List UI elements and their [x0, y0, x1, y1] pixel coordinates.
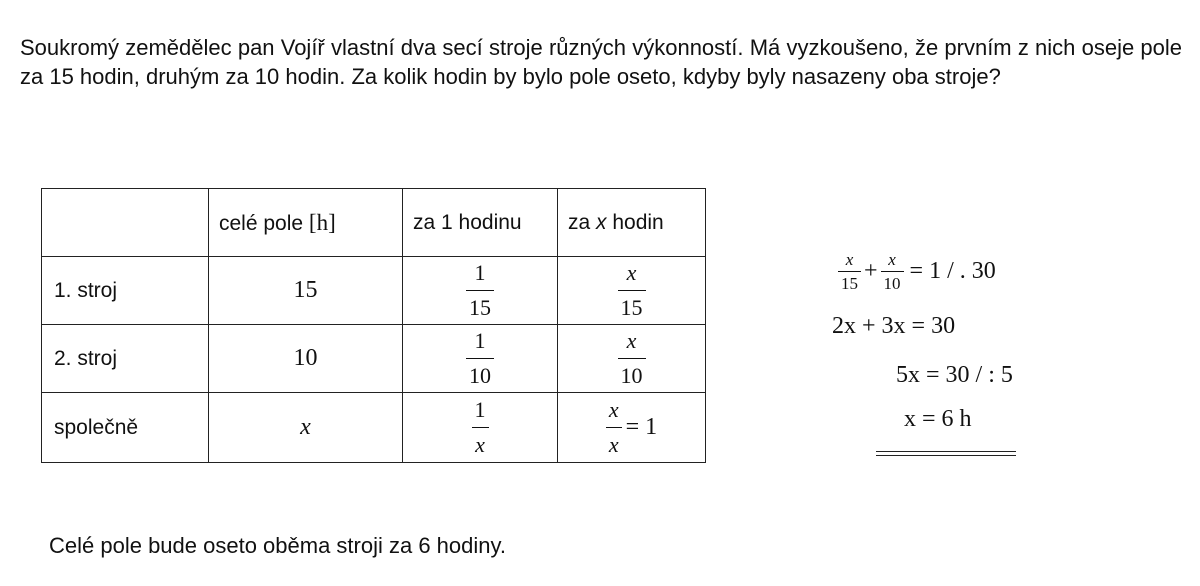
x-hours-fraction: $\frac{x}{x}$ [606, 397, 622, 458]
header-per-hour: za 1 hodinu [403, 189, 558, 257]
header-whole-field: celé pole [h] [209, 189, 403, 257]
rate-fraction: $\frac{1}{10}$ [466, 328, 494, 389]
rate-cell [403, 257, 558, 325]
equals-one: = 1 [625, 414, 658, 440]
equation-result: x = 6 h [904, 406, 972, 432]
total-hours: 15 [209, 257, 403, 325]
equation-line-2: 2x + 3x = 30 [832, 313, 956, 339]
rate-cell [403, 325, 558, 393]
header-empty-cell [42, 189, 209, 257]
table-row [42, 393, 706, 463]
row-label: 2. stroj [42, 325, 209, 393]
double-underline [876, 451, 1016, 456]
equation-rhs: = 1 / . 30 [909, 258, 996, 284]
x-hours-fraction: $\frac{x}{10}$ [618, 328, 646, 389]
x-hours-cell [558, 257, 706, 325]
table-row [42, 257, 706, 325]
row-label: 1. stroj [42, 257, 209, 325]
problem-text: Soukromý zemědělec pan Vojíř vlastní dva secí stroje různých výkonností. Má vyzkoušeno, že prvním z nich oseje pole za 15 hodin, druhým za 10 hodin. Za kolik hodin by bylo pole oseto, kdyby byly nasazeny oba stroje? [20, 35, 1182, 89]
equation-line-1 [838, 250, 996, 293]
answer-text: Celé pole bude oseto oběma stroji za 6 hodiny. [49, 533, 506, 558]
rate-cell [403, 393, 558, 463]
row-label: společně [42, 393, 209, 463]
solution-table [41, 188, 706, 463]
rate-fraction: $\frac{1}{15}$ [466, 260, 494, 321]
plus-sign: + [864, 258, 878, 284]
table-row [42, 325, 706, 393]
table-header-row [42, 189, 706, 257]
fraction-x-over-10: $\frac{x}{10}$ [881, 250, 904, 293]
x-hours-cell [558, 325, 706, 393]
header-per-x-hours: za x hodin [558, 189, 706, 257]
x-hours-fraction: $\frac{x}{15}$ [618, 260, 646, 321]
equation-line-3: 5x = 30 / : 5 [896, 362, 1013, 388]
total-hours: x [209, 393, 403, 463]
x-hours-cell [558, 393, 706, 463]
total-hours: 10 [209, 325, 403, 393]
unit-hours: [h] [308, 209, 336, 235]
rate-fraction: $\frac{1}{x}$ [472, 397, 489, 458]
fraction-x-over-15: $\frac{x}{15}$ [838, 250, 861, 293]
